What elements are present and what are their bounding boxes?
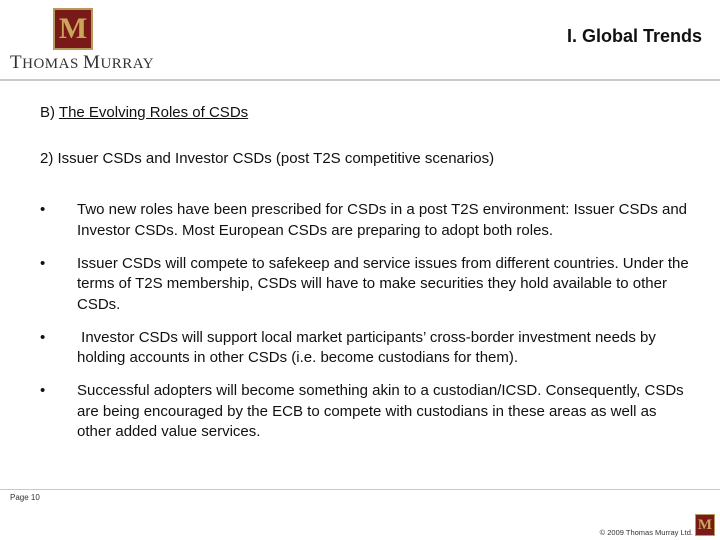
list-item: • Successful adopters will become something akin to a custodian/ICSD. Consequently, CSDs are being encouraged by the ECB to compete with custodians in these areas as well as other added value services.: [40, 382, 684, 440]
copyright-notice: © 2009 Thomas Murray Ltd.: [599, 528, 693, 537]
bullet-icon: •: [40, 328, 46, 346]
page-title: I. Global Trends: [566, 26, 702, 46]
footer-divider: [0, 489, 720, 490]
header-divider: [0, 79, 720, 81]
bullet-list: [40, 200, 690, 455]
monogram-icon: M: [53, 8, 93, 50]
footer-monogram-icon: M: [695, 514, 715, 536]
company-logo: [10, 8, 155, 73]
list-item: • Two new roles have been prescribed for CSDs in a post T2S environment: Issuer CSDs and Investor CSDs. Most European CSDs are preparing to adopt both roles.: [40, 201, 688, 239]
list-item: • Issuer CSDs will compete to safekeep and service issues from different countries. Under the terms of T2S membership, CSDs will have to make securities they hold available to other CSDs.: [40, 254, 689, 313]
section-title: B) The Evolving Roles of CSDs: [40, 104, 249, 121]
bullet-icon: •: [40, 201, 46, 218]
page-number: Page 10: [10, 493, 40, 502]
bullet-icon: •: [40, 382, 46, 399]
bullet-icon: •: [40, 254, 46, 272]
list-item: • Investor CSDs will support local market participants’ cross-border investment needs by holding accounts in other CSDs (i.e. become custodians for them).: [40, 328, 661, 366]
subtitle: 2) Issuer CSDs and Investor CSDs (post T2S competitive scenarios): [40, 150, 495, 167]
company-name: THOMAS MURRAY: [10, 52, 155, 73]
